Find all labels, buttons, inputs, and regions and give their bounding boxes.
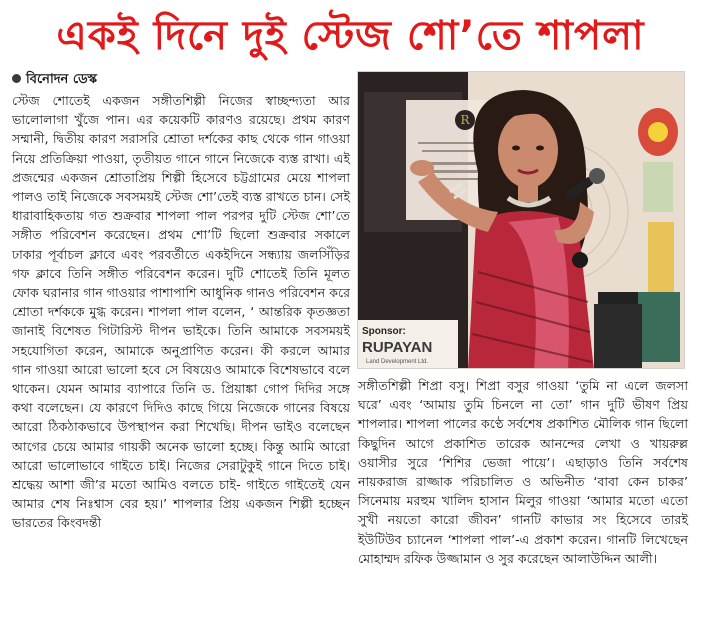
byline-text: বিনোদন ডেস্ক [26,72,98,87]
article-body-part-1: স্টেজ শোতেই একজন সঙ্গীতশিল্পী নিজের স্বাচ্ছন্দ্যতা আর ভালোলাগা খুঁজে পান। এর কয়েকটি কারণও রয়েছে। প্রথম কারণ সম্মানী, দ্বিতীয় কারণ সরাসরি শ্রোতা দর্শকের কাছ থেকে গান গাওয়া নিয়ে প্রতিক্রিয়া পাওয়া, তৃতীয়ত গানে গানে নিজেকে ব্যস্ত রাখা। এই প্রজন্মের একজন শ্রোতাপ্রিয় শিল্পী হিসেবে চট্টগ্রামের মেয়ে শাপলা পালও তাই নিজেকে সবসময়ই স্টেজ শো’তেই ব্যস্ত রাখতে চান। সেই ধারাবাহিকতায় গত শুক্রবার শাপলা পাল পরপর দুটি স্টেজ শো’তে সঙ্গীত পরিবেশন করেছেন। প্রথম শো’টি ছিলো শুক্রবার সকালে ঢাকার পূর্বাচল ক্লাবে এবং পরবর্তীতে একইদিনে সন্ধ্যায় জলসিঁড়ির গফ ক্লাবে তিনি সঙ্গীত পরিবেশন করেন। দুটি শোতেই তিনি মূলত ফোক ঘরানার গান গাওয়ার পাশাপাশি আধুনিক গানও পরিবেশন করে শ্রোতা দর্শককে মুগ্ধ করেন। শাপলা পাল বলেন, ‘ আন্তরিক কৃতজ্ঞতা জানাই বিশেষত গিটারিস্ট দীপন ভাইকে। তিনি আমাকে সবসময়ই সহযোগিতা করেন, আমাকে অনুপ্রাণিত করেন। কী করলে আমার গান গাওয়া আরো ভালো হবে সে বিষয়েও আমাকে বিশেষভাবে বলে থাকেন। যেমন আমার ব্যাপারে তিনি ড. প্রিয়াঙ্কা গোপ দিদির সঙ্গে কথা বলেছেন। যে কারণে দিদিও কাছে গিয়ে নিজেকে গানের বিষয়ে আরো ঠিকঠাকভাবে উপস্থাপন করা শিখেছি। দীপন ভাইও বলেছেন আগের চেয়ে আমার গায়কী অনেক ভালো হচ্ছে। কিন্তু আমি আরো আরো ভালোভাবে গাইতে চাই। নিজের সেরাটুকুই গানে দিতে চাই। শ্রদ্ধেয় আশা জী’র মতো আমিও বলতে চাই- গাইতে গাইতেই যেন আমার শেষ নিঃশ্বাস বের হয়।’ শাপলার প্রিয় একজন শিল্পী হচ্ছেন ভারতের কিংবদন্তী [12,93,350,531]
byline [12,70,97,90]
sponsor-label: Sponsor: [362,326,406,337]
photo-singer-illustration [358,72,685,369]
backdrop-logo: R [460,113,470,127]
article-body-part-2: সঙ্গীতশিল্পী শিপ্রা বসু। শিপ্রা বসুর গাওয়া ‘তুমি না এলে জলসা ঘরে’ এবং ‘আমায় তুমি চিনলে না তো’ গান দুটি ভীষণ প্রিয় শাপলার। শাপলা পালের কণ্ঠে সর্বশেষ প্রকাশিত মৌলিক গান ছিলো কিছুদিন আগে প্রকাশিত তারেক আনন্দের লেখা ও খায়রুল্ল ওয়াসীর সুরে ‘শিশির ভেজা পায়ে’। এছাড়াও তিনি সর্বশেষ নায়করাজ রাজ্জাক পরিচালিত ও অভিনীত ‘বাবা কেন চাকর’ সিনেমায় মরহুম খালিদ হাসান মিলুর গাওয়া ‘আমার মতো এতো সুখী নয়তো কারো জীবন’ গানটি কাভার সং হিসেবে তারই ইউটিউব চ্যানেল ‘শাপলা পাল’-এ প্রকাশ করেন। গানটি লিখেছেন মোহাম্মদ রফিক উজ্জামান ও সুর করেছেন আলাউদ্দিন আলী। [358,378,688,566]
byline-bullet [12,74,21,83]
article-photo [357,71,685,369]
sponsor-brand: RUPAYAN [362,339,433,356]
headline: একই দিনে দুই স্টেজ শো’তে শাপলা [56,13,645,59]
article-column-1 [12,91,350,533]
article-column-2 [358,376,688,568]
sponsor-sub: Land Development Ltd. [366,359,429,365]
